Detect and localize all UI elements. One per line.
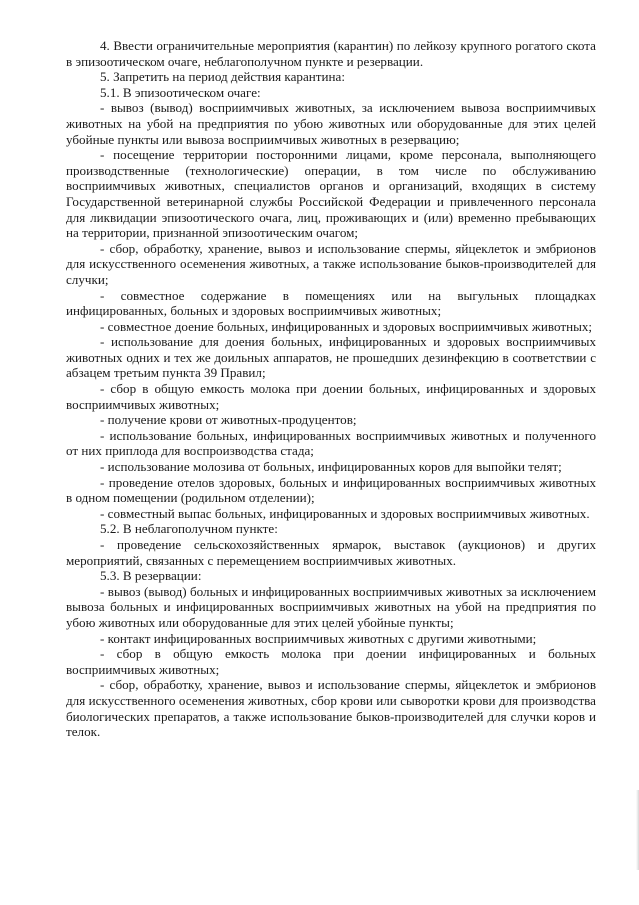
paragraph-unfavorable-point-heading: 5.2. В неблагополучном пункте: [100,521,278,537]
paragraph-item: - совместное содержание в помещениях или на выгульных площадках инфицированных, больных и здоровых восприимчивых животных; [66,287,596,319]
paragraph-item: - вывоз (вывод) восприимчивых животных, за исключением вывоза восприимчивых животных на убой на предприятия по убою животных или оборудованные для этих целей убойные пункты или вывоза восприимчивых животных в резервацию; [66,100,596,147]
paragraph-item: - проведение сельскохозяйственных ярмарок, выставок (аукционов) и других мероприятий, связанных с перемещением восприимчивых животных. [66,537,596,568]
paragraph-item: - сбор, обработку, хранение, вывоз и использование спермы, яйцеклеток и эмбрионов для искусственного осеменения животных, сбор крови или сыворотки крови для производства биологических препаратов, а также использование быков-производителей для случки коров и телок. [66,677,596,740]
paragraph-item: - использование для доения больных, инфицированных и здоровых восприимчивых животных одних и тех же доильных аппаратов, не прошедших дезинфекцию в соответствии с абзацем третьим пункта 39 Правил; [66,334,596,381]
paragraph-epizootic-focus-heading: 5.1. В эпизоотическом очаге: [100,84,261,100]
paragraph-item: - совместное доение больных, инфицированных и здоровых восприимчивых животных; [100,318,593,334]
paragraph-item: - проведение отелов здоровых, больных и инфицированных восприимчивых животных в одном помещении (родильном отделении); [66,474,596,506]
paragraph-quarantine-intro: 4. Ввести ограничительные мероприятия (карантин) по лейкозу крупного рогатого скота в эпизоотическом очаге, неблагополучном пункте и резервации. [66,38,596,69]
paragraph-item: - получение крови от животных-продуцентов; [100,412,357,428]
paragraph-item: - совместный выпас больных, инфицированных и здоровых восприимчивых животных. [100,505,590,521]
paragraph-reservation-heading: 5.3. В резервации: [100,568,202,584]
paragraph-item: - посещение территории посторонними лицами, кроме персонала, выполняющего производственные (технологические) операции, в том числе по обслуживанию восприимчивых животных, специалистов органов и организаций, входящих в систему Государственной ветеринарной службы Российской Федерации и привлеченного персонала для ликвидации эпизоотического очага, лиц, проживающих и (или) временно пребывающих на территории, признанной эпизоотическим очагом; [66,147,596,241]
paragraph-item: - использование молозива от больных, инфицированных коров для выпойки телят; [100,459,562,475]
paragraph-item: - сбор в общую емкость молока при доении больных, инфицированных и здоровых восприимчивых животных; [66,381,596,412]
paragraph-prohibit-heading: 5. Запретить на период действия карантина: [100,69,345,85]
document-page [66,38,596,740]
paragraph-item: - использование больных, инфицированных восприимчивых животных и полученного от них приплода для воспроизводства стада; [66,427,596,459]
paragraph-item: - сбор в общую емкость молока при доении инфицированных и больных восприимчивых животных; [66,646,596,677]
paragraph-item: - вывоз (вывод) больных и инфицированных восприимчивых животных за исключением вывоза больных и инфицированных восприимчивых животных на убой на предприятия по убою животных или оборудованные для этих целей убойные пункты; [66,583,596,630]
paragraph-item: - сбор, обработку, хранение, вывоз и использование спермы, яйцеклеток и эмбрионов для искусственного осеменения животных, а также использование быков-производителей для случки; [66,240,596,287]
paragraph-item: - контакт инфицированных восприимчивых животных с другими животными; [100,630,537,646]
